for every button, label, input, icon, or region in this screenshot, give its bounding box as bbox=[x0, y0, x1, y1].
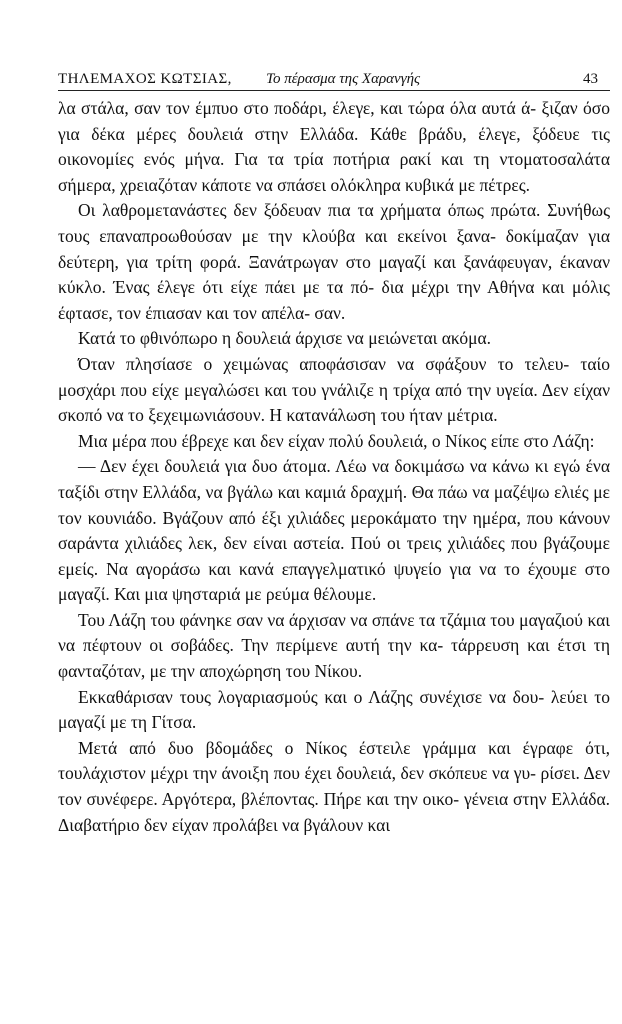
running-head-author: ΤΗΛΕΜΑΧΟΣ ΚΩΤΣΙΑΣ, bbox=[58, 71, 232, 87]
paragraph: Του Λάζη του φάνηκε σαν να άρχισαν να σπάνε τα τζάμια του μαγαζιού και να πέφτουν οι σοβάδες. Την περίμενε αυτή την κα- τάρρευση και έτσι τη φανταζόταν, με την αποχώρηση του Νίκου. bbox=[58, 609, 610, 682]
page-number: 43 bbox=[583, 71, 598, 87]
header-rule bbox=[58, 90, 610, 91]
body-text bbox=[58, 96, 610, 838]
running-head bbox=[58, 66, 598, 90]
paragraph: Μετά από δυο βδομάδες ο Νίκος έστειλε γράμμα και έγραφε ότι, τουλάχιστον μέχρι την άνοιξη που έχει δουλειά, δεν σκόπευε να γυ- ρίσει. Δεν τον συνέφερε. Αργότερα, βλέποντας. Πήρε και την οικο- γένεια στην Ελλάδα. Διαβατήριο δεν είχαν προλάβει να βγάλουν και bbox=[58, 737, 610, 835]
paragraph: Κατά το φθινόπωρο η δουλειά άρχισε να μειώνεται ακόμα. bbox=[78, 328, 492, 349]
paragraph: Όταν πλησίασε ο χειμώνας αποφάσισαν να σφάξουν το τελευ- ταίο μοσχάρι που είχε μεγαλώσει και του γνάλιζε η τρίχα από την υγεία. Δεν είχαν σκοπό να το ξεχειμωνιάσουν. Η κατανάλωση του ήταν μέτρια. bbox=[58, 353, 610, 426]
running-head-title: Το πέρασμα της Χαρανγής bbox=[266, 71, 421, 87]
paragraph: Οι λαθρομετανάστες δεν ξόδευαν πια τα χρήματα όπως πρώτα. Συνήθως τους επαναπροωθούσαν με την κλούβα και εκείνοι ξανα- δοκίμαζαν για δεύτερη, για τρίτη φορά. Ξανάτρωγαν στο μαγαζί και ξανάφευγαν, έκαναν κύκλο. Ένας έλεγε ότι είχε πάει με τα πό- δια μέχρι την Αθήνα και μόλις έφτασε, τον έπιασαν και τον απέλα- σαν. bbox=[58, 200, 610, 323]
paragraph: — Δεν έχει δουλειά για δυο άτομα. Λέω να δοκιμάσω να κάνω κι εγώ ένα ταξίδι στην Ελλάδα, να βγάλω και καμιά δραχμή. Θα πάω να μαζέψω ελιές με τον κουνιάδο. Βγάζουν από έξι χιλιάδες μεροκάματο την ημέρα, που κάνουν σαράντα χιλιάδες λεκ, δεν είναι αστεία. Πού οι τρεις χιλιάδες που βγάζουμε εμείς. Να αγοράσω και κανά επαγγελματικό ψυγείο για να το έχουμε στο μαγαζί. Και μια ψησταριά με ρεύμα θέλουμε. bbox=[58, 456, 610, 605]
paragraph: Εκκαθάρισαν τους λογαριασμούς και ο Λάζης συνέχισε να δου- λεύει το μαγαζί με τη Γίτσα. bbox=[58, 686, 610, 733]
paragraph: Μια μέρα που έβρεχε και δεν είχαν πολύ δουλειά, ο Νίκος είπε στο Λάζη: bbox=[78, 430, 595, 451]
paragraph: λα στάλα, σαν τον έμπυο στο ποδάρι, έλεγε, και τώρα όλα αυτά ά- ξιζαν όσο για δέκα μέρες δουλειά στην Ελλάδα. Κάθε βράδυ, έλεγε, ξόδευε τις οικονομίες ενός μήνα. Για τα τρία ποτήρια ρακί και τη ντοματοσαλάτα σήμερα, χρειαζόταν κάποτε να σπάσει ολόκληρα κυβικά με πέτρες. bbox=[58, 98, 610, 195]
